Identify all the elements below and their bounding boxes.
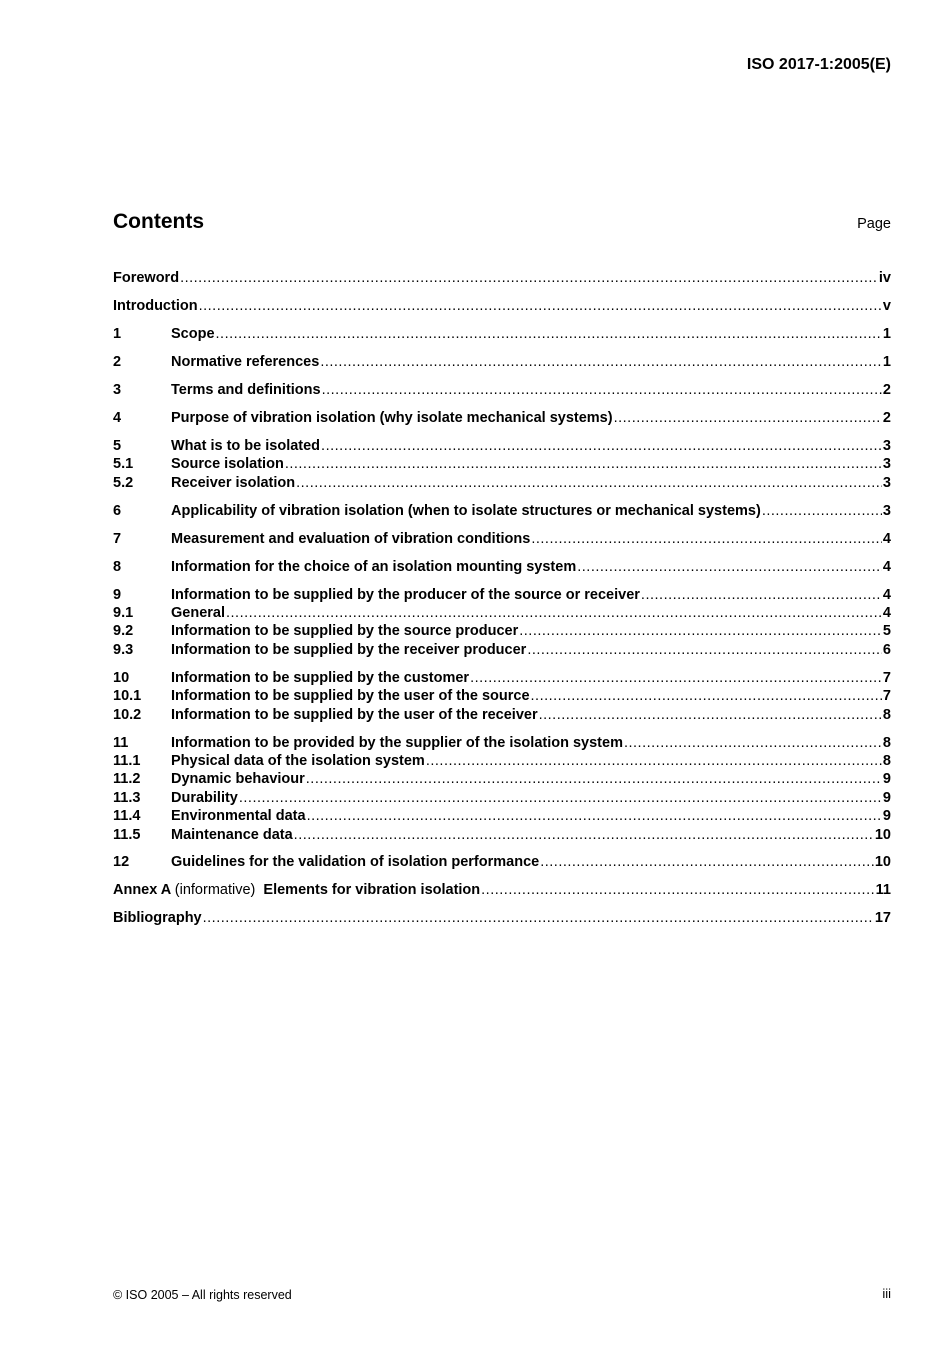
toc-entry-number: 11.3 — [113, 789, 141, 806]
toc-entry-title: Information for the choice of an isolation mounting system — [171, 558, 577, 575]
toc-group-bibliography — [113, 909, 891, 927]
toc-entry-page: 9 — [882, 808, 891, 825]
toc-entry-title: Information to be supplied by the producer of the source or receiver — [171, 586, 640, 603]
toc-entry-title: Information to be supplied by the user of the source — [171, 688, 530, 705]
toc-entry-title: Bibliography — [113, 910, 202, 927]
toc-dot-leader — [226, 604, 882, 622]
toc-dot-leader — [539, 706, 882, 724]
toc-entry-page: 8 — [882, 734, 891, 751]
toc-entry-page: 4 — [882, 586, 891, 603]
page-column-label: Page — [857, 216, 891, 232]
toc-entry-12[interactable] — [113, 853, 891, 871]
toc-dot-leader — [216, 325, 882, 343]
toc-entry-title: Scope — [171, 325, 215, 342]
toc-entry-page: 3 — [882, 456, 891, 473]
toc-group-3 — [113, 381, 891, 399]
toc-entry-number: 5.1 — [113, 456, 134, 473]
toc-entry-number: 7 — [113, 530, 122, 547]
toc-group-introduction — [113, 297, 891, 315]
toc-dot-leader — [180, 269, 878, 287]
toc-entry-page: 11 — [875, 882, 891, 899]
toc-entry-4[interactable] — [113, 409, 891, 427]
toc-dot-leader — [294, 826, 874, 844]
toc-entry-11-3[interactable] — [113, 789, 891, 807]
toc-entry-page: 1 — [882, 353, 891, 370]
toc-entry-9-1[interactable] — [113, 604, 891, 622]
toc-entry-10[interactable] — [113, 669, 891, 687]
toc-entry-number: 3 — [113, 381, 122, 398]
toc-dot-leader — [199, 297, 882, 315]
toc-entry-page: 3 — [882, 502, 891, 519]
document-id: ISO 2017-1:2005(E) — [746, 56, 891, 73]
toc-entry-annex-a[interactable] — [113, 881, 891, 899]
toc-group-foreword — [113, 269, 891, 287]
toc-entry-title: Information to be supplied by the receiver producer — [171, 641, 527, 658]
toc-entry-number: 4 — [113, 409, 122, 426]
copyright-notice: © ISO 2005 – All rights reserved — [113, 1288, 292, 1302]
toc-entry-number: 10.1 — [113, 688, 142, 705]
toc-entry-page: 5 — [882, 623, 891, 640]
toc-entry-number: 11 — [113, 734, 129, 751]
toc-entry-title: Measurement and evaluation of vibration conditions — [171, 530, 531, 547]
toc-entry-title: Normative references — [171, 353, 320, 370]
toc-entry-page: 1 — [882, 325, 891, 342]
toc-entry-number: 10 — [113, 669, 130, 686]
toc-dot-leader — [614, 409, 882, 427]
toc-entry-number: 1 — [113, 325, 122, 342]
toc-entry-title: What is to be isolated — [171, 437, 321, 454]
toc-group-11 — [113, 734, 891, 844]
toc-dot-leader — [320, 353, 882, 371]
toc-entry-11-2[interactable] — [113, 770, 891, 788]
table-of-contents — [113, 269, 891, 937]
toc-entry-title: Information to be supplied by the user of the receiver — [171, 706, 538, 723]
toc-entry-page: 3 — [882, 437, 891, 454]
annex-title: Elements for vibration isolation — [263, 882, 481, 899]
toc-dot-leader — [519, 622, 882, 640]
toc-entry-title: Receiver isolation — [171, 474, 296, 491]
toc-group-9 — [113, 586, 891, 660]
toc-entry-page: 4 — [882, 530, 891, 547]
toc-dot-leader — [203, 909, 874, 927]
toc-group-annex-a — [113, 881, 891, 899]
toc-entry-page: 7 — [882, 669, 891, 686]
toc-dot-leader — [239, 789, 882, 807]
toc-entry-6[interactable] — [113, 502, 891, 520]
toc-entry-title: Applicability of vibration isolation (when to isolate structures or mechanical systems) — [171, 502, 761, 519]
toc-entry-introduction[interactable] — [113, 297, 891, 315]
toc-dot-leader — [531, 530, 882, 548]
toc-entry-page: v — [882, 297, 891, 314]
toc-entry-title: Physical data of the isolation system — [171, 752, 425, 769]
toc-dot-leader — [481, 881, 875, 899]
toc-entry-number: 6 — [113, 502, 122, 519]
toc-entry-11-5[interactable] — [113, 826, 891, 844]
toc-entry-number: 11.4 — [113, 808, 141, 825]
toc-dot-leader — [527, 641, 882, 659]
toc-entry-11-4[interactable] — [113, 807, 891, 825]
toc-dot-leader — [762, 502, 882, 520]
toc-dot-leader — [470, 669, 882, 687]
toc-group-1 — [113, 325, 891, 343]
toc-entry-page: 2 — [882, 409, 891, 426]
toc-group-4 — [113, 409, 891, 427]
toc-dot-leader — [531, 687, 882, 705]
toc-entry-number: 9.2 — [113, 623, 134, 640]
toc-entry-8[interactable] — [113, 558, 891, 576]
toc-entry-5-2[interactable] — [113, 474, 891, 492]
toc-entry-title: Introduction — [113, 297, 198, 314]
toc-entry-page: 8 — [882, 752, 891, 769]
toc-entry-number: 10.2 — [113, 706, 142, 723]
toc-entry-10-2[interactable] — [113, 706, 891, 724]
toc-dot-leader — [624, 734, 882, 752]
toc-entry-bibliography[interactable] — [113, 909, 891, 927]
toc-entry-7[interactable] — [113, 530, 891, 548]
toc-entry-3[interactable] — [113, 381, 891, 399]
toc-entry-page: 9 — [882, 789, 891, 806]
toc-entry-title: Dynamic behaviour — [171, 771, 305, 788]
toc-group-7 — [113, 530, 891, 548]
toc-entry-title: Durability — [171, 789, 238, 806]
toc-entry-title: Terms and definitions — [171, 381, 321, 398]
toc-dot-leader — [540, 853, 874, 871]
toc-entry-2[interactable] — [113, 353, 891, 371]
toc-entry-number: 5 — [113, 437, 122, 454]
toc-dot-leader — [285, 455, 882, 473]
toc-entry-11-1[interactable] — [113, 752, 891, 770]
toc-entry-title: Information to be provided by the supplier of the isolation system — [171, 734, 623, 751]
toc-entry-title: Foreword — [113, 270, 180, 286]
toc-dot-leader — [307, 807, 882, 825]
page-number: iii — [882, 1286, 891, 1301]
toc-entry-page: 4 — [882, 558, 891, 575]
toc-group-12 — [113, 853, 891, 871]
toc-entry-number: 8 — [113, 558, 122, 575]
toc-entry-number: 2 — [113, 353, 122, 370]
toc-entry-title: Information to be supplied by the customer — [171, 669, 470, 686]
toc-entry-number: 12 — [113, 854, 130, 871]
toc-group-5 — [113, 437, 891, 492]
toc-entry-page: 4 — [882, 605, 891, 622]
toc-group-8 — [113, 558, 891, 576]
toc-entry-title: Maintenance data — [171, 826, 293, 843]
toc-entry-page: 10 — [874, 826, 891, 843]
toc-dot-leader — [296, 474, 882, 492]
toc-entry-page: 8 — [882, 706, 891, 723]
toc-entry-title: Guidelines for the validation of isolation performance — [171, 854, 540, 871]
toc-entry-9-3[interactable] — [113, 641, 891, 659]
toc-entry-title: General — [171, 605, 225, 622]
toc-entry-number: 11.2 — [113, 771, 141, 788]
toc-dot-leader — [322, 381, 882, 399]
toc-dot-leader — [306, 770, 882, 788]
contents-heading: Contents — [113, 210, 204, 233]
toc-entry-number: 9 — [113, 586, 122, 603]
toc-entry-number: 11.5 — [113, 826, 141, 843]
toc-dot-leader — [641, 586, 882, 604]
toc-group-10 — [113, 669, 891, 724]
toc-dot-leader — [426, 752, 882, 770]
toc-entry-5[interactable] — [113, 437, 891, 455]
toc-entry-page: 6 — [882, 641, 891, 658]
toc-entry-page: 10 — [874, 854, 891, 871]
toc-entry-number: 9.1 — [113, 605, 134, 622]
annex-type: (informative) — [174, 882, 256, 899]
toc-entry-title — [113, 881, 480, 899]
toc-entry-page: iv — [878, 270, 891, 286]
toc-entry-9[interactable] — [113, 586, 891, 604]
toc-entry-title: Environmental data — [171, 808, 306, 825]
toc-entry-11[interactable] — [113, 734, 891, 752]
toc-entry-title: Information to be supplied by the source producer — [171, 623, 519, 640]
toc-entry-page: 9 — [882, 771, 891, 788]
annex-label: Annex A — [113, 882, 171, 899]
toc-dot-leader — [321, 437, 882, 455]
toc-entry-page: 7 — [882, 688, 891, 705]
toc-entry-title: Source isolation — [171, 456, 284, 473]
toc-group-6 — [113, 502, 891, 520]
toc-entry-10-1[interactable] — [113, 687, 891, 705]
toc-entry-number: 11.1 — [113, 752, 141, 769]
toc-group-2 — [113, 353, 891, 371]
toc-dot-leader — [577, 558, 882, 576]
toc-entry-foreword[interactable] — [113, 269, 891, 287]
toc-entry-page: 3 — [882, 474, 891, 491]
toc-entry-page: 2 — [882, 381, 891, 398]
toc-entry-page: 17 — [874, 910, 891, 927]
toc-entry-number: 9.3 — [113, 641, 134, 658]
toc-entry-9-2[interactable] — [113, 622, 891, 640]
toc-entry-5-1[interactable] — [113, 455, 891, 473]
toc-entry-number: 5.2 — [113, 474, 134, 491]
toc-entry-1[interactable] — [113, 325, 891, 343]
toc-entry-title: Purpose of vibration isolation (why isolate mechanical systems) — [171, 409, 613, 426]
